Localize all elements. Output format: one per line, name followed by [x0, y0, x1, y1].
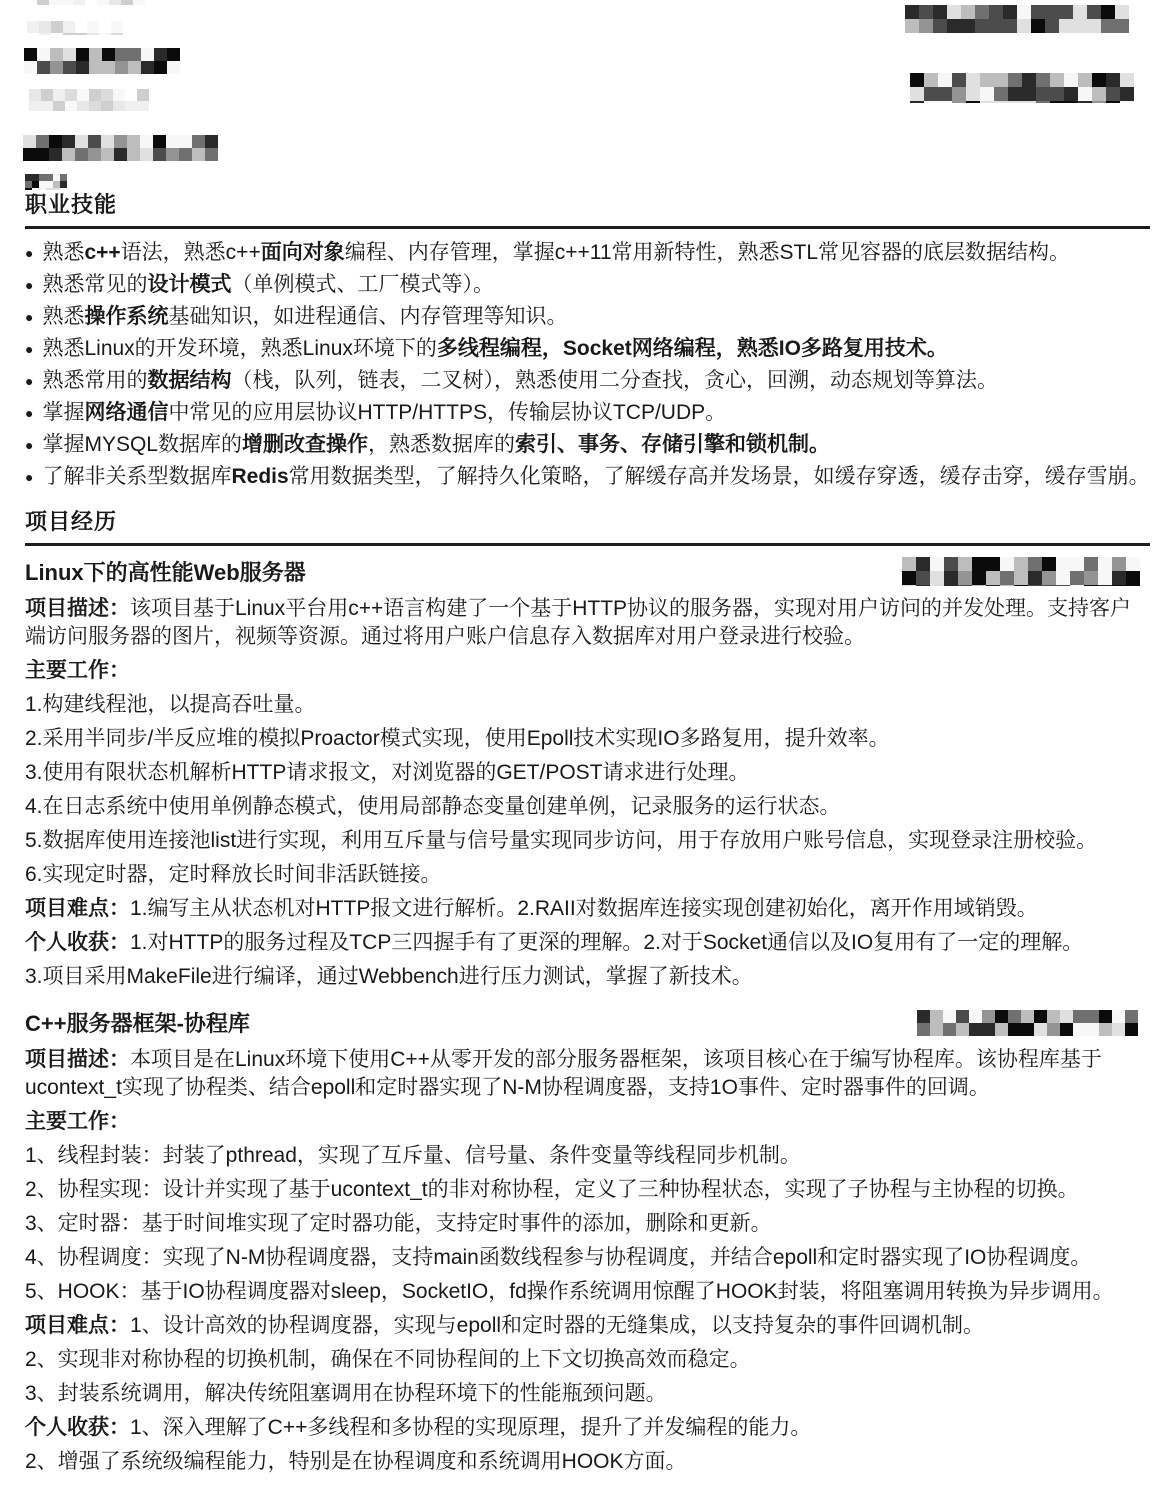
text-segment: 熟悉 — [42, 305, 85, 328]
text-segment: （单例模式、工厂模式等）。 — [231, 273, 494, 296]
text-segment: （栈，队列，链表，二叉树），熟悉使用二分查找，贪心，回溯，动态规划等算法。 — [231, 369, 998, 392]
text-segment: 该项目基于Linux平台用c++语言构建了一个基于HTTP协议的服务器，实现对用户访问的并发处理。支持客户端访问服务器的图片，视频等资源。通过将用户账户信息存入数据库对用户登录进行校验。 — [25, 597, 1132, 648]
project-header — [25, 1007, 1150, 1038]
text-line — [25, 1046, 1150, 1102]
text-line — [25, 827, 1150, 855]
text-segment: 中常见的应用层协议HTTP/HTTPS，传输层协议TCP/UDP。 — [168, 401, 727, 424]
text-line — [25, 367, 1150, 395]
text-segment-bold: 面向对象 — [260, 241, 345, 264]
text-line — [25, 335, 1150, 363]
text-line — [25, 1108, 1150, 1136]
text-line — [25, 1448, 1150, 1476]
text-line — [25, 303, 1150, 331]
text-line — [25, 929, 1150, 957]
project-coroutine-lib — [25, 1007, 1150, 1476]
bullet-icon: ● — [25, 469, 34, 485]
redacted-phone-block — [23, 135, 225, 161]
text-segment: 3、封装系统调用，解决传统阻塞调用在协程环境下的性能瓶颈问题。 — [25, 1382, 667, 1405]
text-segment: 2、协程实现：设计并实现了基于ucontext_t的非对称协程，定义了三种协程状态，实现了子协程与主协程的切换。 — [25, 1178, 1079, 1201]
text-segment: 基础知识，如进程通信、内存管理等知识。 — [168, 305, 568, 328]
text-line — [25, 1176, 1150, 1204]
text-line — [25, 691, 1150, 719]
section-divider — [25, 226, 1150, 229]
text-line — [25, 1414, 1150, 1442]
project-title: C++服务器框架-协程库 — [25, 1011, 250, 1036]
project-title: Linux下的高性能Web服务器 — [25, 560, 306, 585]
text-segment: 4、协程调度：实现了N-M协程调度器，支持main函数线程参与协程调度，并结合epoll和定时器实现了IO协程调度。 — [25, 1246, 1092, 1269]
text-line — [25, 1312, 1150, 1340]
bullet-icon: ● — [25, 405, 34, 421]
text-line — [25, 1142, 1150, 1170]
section-projects — [25, 505, 1150, 1476]
redacted-contact-right-2 — [910, 73, 1134, 103]
text-segment-bold: 主要工作： — [25, 659, 130, 682]
text-segment: 本项目是在Linux环境下使用C++从零开发的部分服务器框架，该项目核心在于编写协程库。该协程库基于ucontext_t实现了协程类、结合epoll和定时器实现了N-M协程调度器，支持1O事件、定时器事件的回调。 — [25, 1048, 1102, 1099]
redacted-project-date — [902, 557, 1150, 586]
bullet-icon: ● — [25, 309, 34, 325]
text-line — [25, 595, 1150, 651]
text-segment-bold: 个人收获： — [25, 1416, 130, 1439]
text-segment: 编程、内存管理，掌握c++11常用新特性，熟悉STL常见容器的底层数据结构。 — [344, 241, 1071, 264]
bullet-icon: ● — [25, 373, 34, 389]
redacted-project-date — [917, 1010, 1150, 1036]
text-line — [25, 1244, 1150, 1272]
text-segment: 熟悉 — [42, 241, 85, 264]
text-segment-bold: 操作系统 — [84, 305, 169, 328]
text-line — [25, 657, 1150, 685]
bullet-icon: ● — [25, 277, 34, 293]
text-segment: 语法，熟悉c++ — [120, 241, 261, 264]
text-segment: 掌握MYSQL数据库的 — [42, 433, 242, 456]
text-segment: 掌握 — [42, 401, 85, 424]
bullet-icon: ● — [25, 341, 34, 357]
text-segment: 5、HOOK：基于IO协程调度器对sleep，SocketIO，fd操作系统调用惊醒了HOOK封装，将阻塞调用转换为异步调用。 — [25, 1280, 1114, 1303]
text-segment: 2、实现非对称协程的切换机制，确保在不同协程间的上下文切换高效而稳定。 — [25, 1348, 751, 1371]
section-skills — [25, 188, 1150, 491]
text-segment-bold: 主要工作： — [25, 1110, 130, 1133]
skills-list — [25, 239, 1150, 491]
text-line — [25, 271, 1150, 299]
text-segment-bold: 增删改查操作 — [242, 433, 368, 456]
text-line — [25, 399, 1150, 427]
text-line — [25, 861, 1150, 889]
project-header — [25, 556, 1150, 587]
text-segment: 1.构建线程池，以提高吞吐量。 — [25, 693, 316, 716]
redacted-name-block — [24, 48, 187, 74]
text-line — [25, 793, 1150, 821]
text-line — [25, 463, 1150, 491]
text-line — [25, 963, 1150, 991]
text-segment-bold: 网络通信 — [84, 401, 169, 424]
text-line — [25, 239, 1150, 267]
text-segment-bold: 索引、事务、存储引擎和锁机制。 — [515, 433, 830, 456]
text-segment: 3、定时器：基于时间堆实现了定时器功能，支持定时事件的添加，删除和更新。 — [25, 1212, 772, 1235]
redacted-left-faint-2 — [29, 89, 155, 111]
projects-section-title: 项目经历 — [25, 509, 118, 534]
text-segment: 4.在日志系统中使用单例静态模式，使用局部静态变量创建单例，记录服务的运行状态。 — [25, 795, 841, 818]
text-segment-bold: 数据结构 — [147, 369, 232, 392]
text-segment: 1.编写主从状态机对HTTP报文进行解析。2.RAII对数据库连接实现创建初始化，离开作用域销毁。 — [130, 897, 1038, 920]
text-segment: 了解非关系型数据库 — [42, 465, 232, 488]
text-segment-bold: 项目难点： — [25, 1314, 130, 1337]
text-segment-bold: c++ — [84, 241, 121, 264]
text-line — [25, 725, 1150, 753]
text-segment: 1、设计高效的协程调度器，实现与epoll和定时器的无缝集成，以支持复杂的事件回调机制。 — [130, 1314, 985, 1337]
bullet-icon: ● — [25, 245, 34, 261]
text-segment-bold: 项目描述： — [25, 597, 130, 620]
text-segment-bold: 设计模式 — [147, 273, 232, 296]
redacted-top-row — [37, 0, 155, 5]
text-segment: 1.对HTTP的服务过程及TCP三四握手有了更深的理解。2.对于Socket通信以及IO复用有了一定的理解。 — [130, 931, 1084, 954]
project-web-server — [25, 556, 1150, 991]
text-segment: ，熟悉数据库的 — [368, 433, 515, 456]
project-detail-lines — [25, 595, 1150, 991]
text-segment: 熟悉常用的 — [42, 369, 148, 392]
text-segment: 熟悉常见的 — [42, 273, 148, 296]
bullet-icon: ● — [25, 437, 34, 453]
section-divider — [25, 543, 1150, 546]
text-segment-bold: 项目难点： — [25, 897, 130, 920]
text-line — [25, 431, 1150, 459]
text-line — [25, 1210, 1150, 1238]
personal-info-header — [0, 0, 1176, 190]
text-segment-bold: Redis — [231, 465, 289, 488]
text-segment: 3.使用有限状态机解析HTTP请求报文，对浏览器的GET/POST请求进行处理。 — [25, 761, 750, 784]
text-segment: 1、线程封装：封装了pthread，实现了互斥量、信号量、条件变量等线程同步机制。 — [25, 1144, 801, 1167]
text-segment: 5.数据库使用连接池list进行实现，利用互斥量与信号量实现同步访问，用于存放用户账号信息，实现登录注册校验。 — [25, 829, 1098, 852]
text-segment-bold: 多线程编程，Socket网络编程，熟悉IO多路复用技术。 — [436, 337, 948, 360]
text-line — [25, 1380, 1150, 1408]
text-line — [25, 1346, 1150, 1374]
resume-body — [0, 188, 1176, 1482]
redacted-contact-right-1 — [905, 5, 1134, 33]
text-segment: 2、增强了系统级编程能力，特别是在协程调度和系统调用HOOK方面。 — [25, 1450, 687, 1473]
text-segment: 3.项目采用MakeFile进行编译，通过Webbench进行压力测试，掌握了新技术。 — [25, 965, 753, 988]
text-line — [25, 1278, 1150, 1306]
redacted-left-faint-1 — [27, 21, 128, 35]
text-line — [25, 759, 1150, 787]
text-segment: 熟悉Linux的开发环境，熟悉Linux环境下的 — [42, 337, 437, 360]
text-segment-bold: 个人收获： — [25, 931, 130, 954]
skills-section-title: 职业技能 — [25, 192, 118, 217]
text-segment: 6.实现定时器，定时释放长时间非活跃链接。 — [25, 863, 442, 886]
project-detail-lines — [25, 1046, 1150, 1476]
text-segment-bold: 项目描述： — [25, 1048, 130, 1071]
text-segment: 常用数据类型，了解持久化策略，了解缓存高并发场景，如缓存穿透，缓存击穿，缓存雪崩。 — [288, 465, 1150, 488]
text-line — [25, 895, 1150, 923]
text-segment: 1、深入理解了C++多线程和多协程的实现原理，提升了并发编程的能力。 — [130, 1416, 812, 1439]
text-segment: 2.采用半同步/半反应堆的模拟Proactor模式实现，使用Epoll技术实现IO多路复用，提升效率。 — [25, 727, 890, 750]
